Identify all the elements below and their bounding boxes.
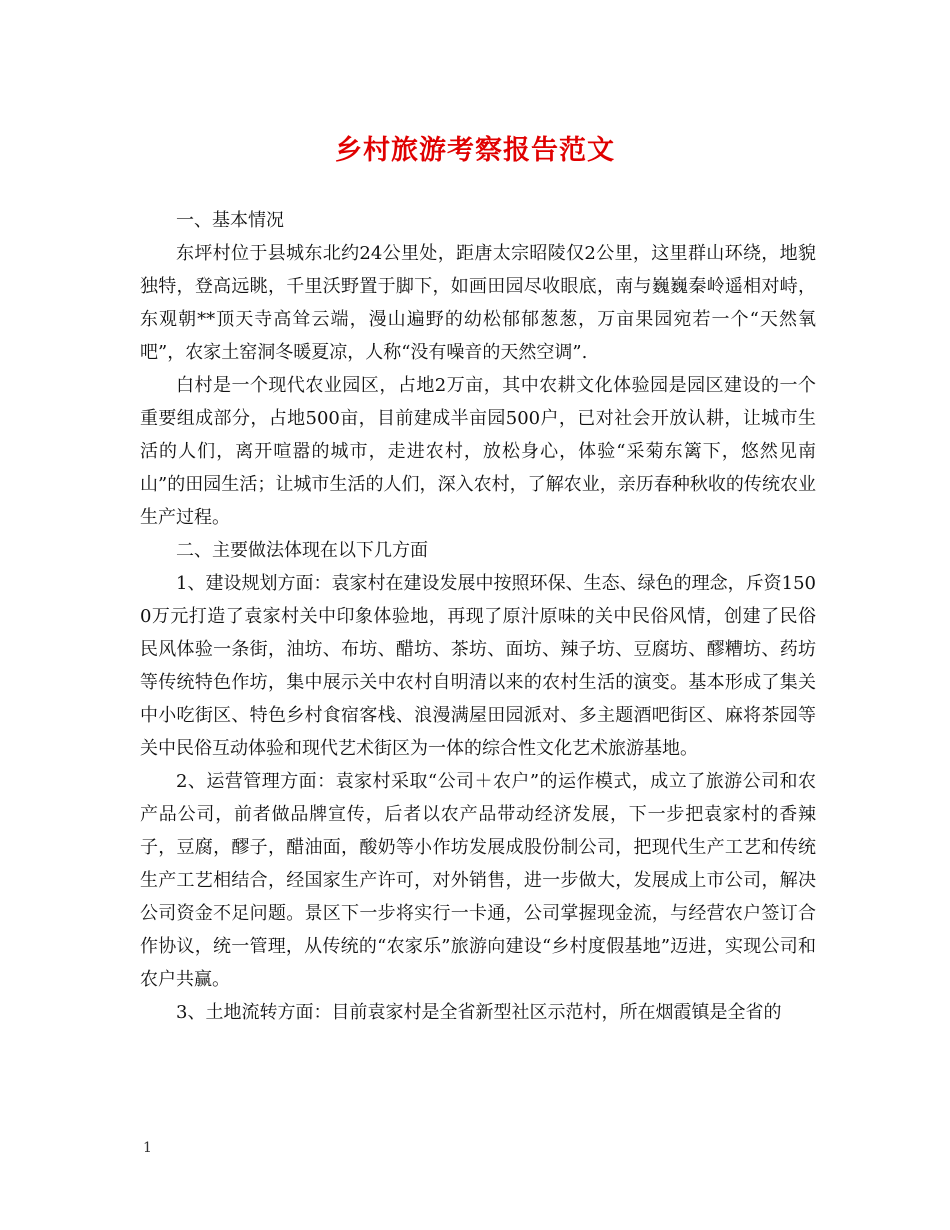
document-body	[140, 204, 816, 1029]
document-title: 乡村旅游考察报告范文	[335, 135, 615, 166]
paragraph-dongping-village: 东坪村位于县城东北约24公里处，距唐太宗昭陵仅2公里，这里群山环绕，地貌独特，登高远眺，千里沃野置于脚下，如画田园尽收眼底，南与巍巍秦岭遥相对峙，东观朝**顶天寺高耸云端，漫山遍野的幼松郁郁葱葱，万亩果园宛若一个“天然氧吧”，农家土窑洞冬暖夏凉，人称“没有噪音的天然空调”.	[140, 243, 816, 363]
section-heading-basic-info: 一、基本情况	[176, 210, 284, 231]
paragraph-construction-planning: 1、建设规划方面：袁家村在建设发展中按照环保、生态、绿色的理念，斥资1500万元打造了袁家村关中印象体验地，再现了原汁原味的关中民俗风情，创建了民俗民风体验一条街，油坊、布坊、醋坊、茶坊、面坊、辣子坊、豆腐坊、醪糟坊、药坊等传统特色作坊，集中展示关中农村自明清以来的农村生活的演变。基本形成了集关中小吃街区、特色乡村食宿客栈、浪漫满屋田园派对、多主题酒吧街区、麻将茶园等关中民俗互动体验和现代艺术街区为一体的综合性文化艺术旅游基地。	[140, 573, 816, 759]
paragraph-operation-management: 2、运营管理方面：袁家村采取“公司＋农户”的运作模式，成立了旅游公司和农产品公司，前者做品牌宣传，后者以农产品带动经济发展，下一步把袁家村的香辣子，豆腐，醪子，醋油面，酸奶等小作坊发展成股份制公司，把现代生产工艺和传统生产工艺相结合，经国家生产许可，对外销售，进一步做大，发展成上市公司，解决公司资金不足问题。景区下一步将实行一卡通，公司掌握现金流，与经营农户签订合作协议，统一管理，从传统的“农家乐”旅游向建设“乡村度假基地”迈进，实现公司和农户共赢。	[140, 771, 816, 990]
paragraph-bai-village: 白村是一个现代农业园区，占地2万亩，其中农耕文化体验园是园区建设的一个重要组成部分，占地500亩，目前建成半亩园500户，已对社会开放认耕，让城市生活的人们，离开喧嚣的城市，走进农村，放松身心，体验“采菊东篱下，悠然见南山”的田园生活；让城市生活的人们，深入农村，了解农业，亲历春种秋收的传统农业生产过程。	[140, 375, 816, 528]
page-number: 1	[143, 1140, 152, 1156]
paragraph-land-transfer: 3、土地流转方面：目前袁家村是全省新型社区示范村，所在烟霞镇是全省的	[176, 1002, 782, 1023]
section-heading-main-practices: 二、主要做法体现在以下几方面	[176, 540, 428, 561]
